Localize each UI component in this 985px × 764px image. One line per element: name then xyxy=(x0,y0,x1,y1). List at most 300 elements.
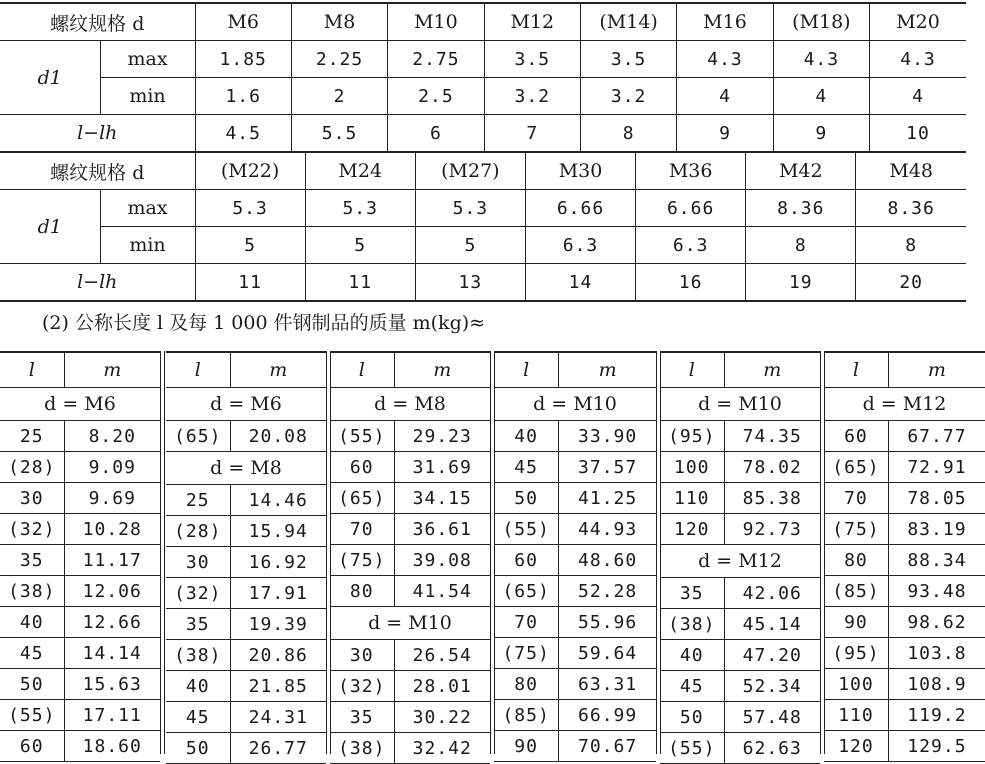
thread-size-heading: d = M10 xyxy=(330,607,490,640)
d1-label: d1 xyxy=(0,41,100,115)
length-header: l xyxy=(824,352,888,388)
length-value: 50 xyxy=(494,483,559,514)
length-value: 60 xyxy=(0,731,64,762)
mass-value: 41.54 xyxy=(394,576,490,607)
length-value: (95) xyxy=(824,638,888,669)
thread-size-heading-row xyxy=(330,388,490,421)
l-minus-lh-row xyxy=(0,115,966,153)
mass-row xyxy=(824,638,985,669)
mass-value: 26.77 xyxy=(230,733,326,764)
mass-value: 17.91 xyxy=(230,578,326,609)
mass-value: 20.08 xyxy=(230,421,326,452)
length-value: (85) xyxy=(824,576,888,607)
mass-value: 28.01 xyxy=(394,671,490,702)
length-value: (65) xyxy=(494,576,559,607)
l-minus-lh-value: 4.5 xyxy=(195,115,291,153)
mass-row xyxy=(824,483,985,514)
mass-row xyxy=(166,516,326,547)
l-minus-lh-value: 8 xyxy=(580,115,676,153)
length-value: 50 xyxy=(166,733,230,764)
d1-min-value: 2 xyxy=(291,78,387,115)
d1-max-value: 2.25 xyxy=(291,41,387,78)
mass-header: m xyxy=(64,352,160,388)
length-value: 120 xyxy=(824,731,888,762)
length-value: 110 xyxy=(824,700,888,731)
thread-size: M36 xyxy=(636,152,746,190)
mass-row xyxy=(0,731,160,762)
mass-row xyxy=(166,485,326,516)
min-label: min xyxy=(100,78,195,115)
mass-value: 66.99 xyxy=(559,700,656,731)
length-value: 30 xyxy=(330,640,394,671)
length-value: 80 xyxy=(824,545,888,576)
mass-row xyxy=(166,421,326,452)
mass-value: 74.35 xyxy=(724,421,820,452)
mass-value: 19.39 xyxy=(230,609,326,640)
mass-value: 44.93 xyxy=(559,514,656,545)
length-value: 35 xyxy=(0,545,64,576)
l-minus-lh-value: 14 xyxy=(525,264,635,302)
length-value: 40 xyxy=(0,607,64,638)
mass-row xyxy=(660,514,820,545)
d1-min-row xyxy=(0,78,966,115)
length-header: l xyxy=(660,352,724,388)
length-value: 100 xyxy=(660,452,724,483)
l-minus-lh-label: l−lh xyxy=(0,115,195,153)
mass-row xyxy=(0,607,160,638)
thread-size: M20 xyxy=(870,3,966,41)
thread-size: (M14) xyxy=(580,3,676,41)
length-value: (65) xyxy=(166,421,230,452)
length-value: 30 xyxy=(166,547,230,578)
d1-min-value: 5 xyxy=(305,227,415,264)
d1-min-row xyxy=(0,227,966,264)
d1-min-value: 8 xyxy=(856,227,966,264)
d1-min-value: 5 xyxy=(415,227,525,264)
mass-row xyxy=(494,638,656,669)
mass-value: 108.9 xyxy=(888,669,985,700)
mass-row xyxy=(824,731,985,762)
mass-value: 34.15 xyxy=(394,483,490,514)
d1-max-row xyxy=(0,190,966,227)
max-label: max xyxy=(100,190,195,227)
mass-value: 45.14 xyxy=(724,609,820,640)
d1-max-value: 8.36 xyxy=(856,190,966,227)
length-value: 110 xyxy=(660,483,724,514)
length-value: 40 xyxy=(494,421,559,452)
l-minus-lh-value: 6 xyxy=(388,115,484,153)
length-value: (55) xyxy=(494,514,559,545)
mass-value: 48.60 xyxy=(559,545,656,576)
thread-size-heading: d = M10 xyxy=(494,388,656,421)
mass-value: 85.38 xyxy=(724,483,820,514)
length-value: 80 xyxy=(494,669,559,700)
thread-size: M6 xyxy=(195,3,291,41)
mass-column-group xyxy=(330,351,490,764)
mass-value: 55.96 xyxy=(559,607,656,638)
mass-row xyxy=(824,452,985,483)
mass-value: 57.48 xyxy=(724,702,820,733)
mass-value: 29.23 xyxy=(394,421,490,452)
mass-value: 63.31 xyxy=(559,669,656,700)
d1-min-value: 5 xyxy=(195,227,305,264)
d1-max-value: 5.3 xyxy=(305,190,415,227)
l-minus-lh-value: 7 xyxy=(484,115,580,153)
length-value: 120 xyxy=(660,514,724,545)
mass-row xyxy=(824,700,985,731)
mass-row xyxy=(494,545,656,576)
mass-header-row xyxy=(166,352,326,388)
length-value: (38) xyxy=(166,640,230,671)
mass-value: 21.85 xyxy=(230,671,326,702)
length-value: 100 xyxy=(824,669,888,700)
mass-row xyxy=(494,576,656,607)
mass-row xyxy=(0,576,160,607)
d1-max-value: 4.3 xyxy=(773,41,869,78)
mass-column-group xyxy=(494,351,656,762)
l-minus-lh-value: 11 xyxy=(195,264,305,302)
length-value: (85) xyxy=(494,700,559,731)
length-header: l xyxy=(494,352,559,388)
mass-row xyxy=(660,578,820,609)
mass-row xyxy=(494,669,656,700)
l-minus-lh-value: 16 xyxy=(636,264,746,302)
mass-value: 12.06 xyxy=(64,576,160,607)
l-minus-lh-value: 9 xyxy=(677,115,773,153)
mass-row xyxy=(330,421,490,452)
mass-value: 93.48 xyxy=(888,576,985,607)
mass-value: 16.92 xyxy=(230,547,326,578)
d1-max-value: 4.3 xyxy=(870,41,966,78)
mass-row xyxy=(660,640,820,671)
length-value: 60 xyxy=(330,452,394,483)
thread-size-heading-row xyxy=(0,388,160,421)
d1-min-value: 2.5 xyxy=(388,78,484,115)
mass-row xyxy=(330,702,490,733)
mass-row xyxy=(494,421,656,452)
thread-size: M30 xyxy=(525,152,635,190)
mass-row xyxy=(824,669,985,700)
mass-row xyxy=(166,578,326,609)
mass-row xyxy=(660,483,820,514)
l-minus-lh-value: 19 xyxy=(746,264,856,302)
thread-spec-label: 螺纹规格 d xyxy=(0,3,195,41)
thread-size-heading: d = M8 xyxy=(330,388,490,421)
mass-value: 20.86 xyxy=(230,640,326,671)
thread-size: (M22) xyxy=(195,152,305,190)
mass-row xyxy=(330,483,490,514)
mass-row xyxy=(330,452,490,483)
mass-value: 39.08 xyxy=(394,545,490,576)
mass-value: 18.60 xyxy=(64,731,160,762)
thread-size: M10 xyxy=(388,3,484,41)
d1-min-value: 4 xyxy=(773,78,869,115)
l-minus-lh-value: 13 xyxy=(415,264,525,302)
length-value: (38) xyxy=(330,733,394,764)
d1-max-value: 6.66 xyxy=(636,190,746,227)
length-value: (55) xyxy=(0,700,64,731)
mass-value: 119.2 xyxy=(888,700,985,731)
mass-value: 103.8 xyxy=(888,638,985,669)
mass-value: 52.28 xyxy=(559,576,656,607)
d1-max-value: 3.5 xyxy=(580,41,676,78)
mass-value: 15.94 xyxy=(230,516,326,547)
thread-size-heading: d = M6 xyxy=(0,388,160,421)
mass-value: 30.22 xyxy=(394,702,490,733)
d1-max-value: 3.5 xyxy=(484,41,580,78)
thread-size-heading: d = M10 xyxy=(660,388,820,421)
d1-min-value: 3.2 xyxy=(484,78,580,115)
d1-min-value: 1.6 xyxy=(195,78,291,115)
mass-value: 47.20 xyxy=(724,640,820,671)
thread-size: M12 xyxy=(484,3,580,41)
length-value: (55) xyxy=(660,733,724,764)
l-minus-lh-value: 11 xyxy=(305,264,415,302)
length-value: (95) xyxy=(660,421,724,452)
d1-max-value: 5.3 xyxy=(415,190,525,227)
thread-spec-label: 螺纹规格 d xyxy=(0,152,195,190)
thread-size-heading: d = M12 xyxy=(824,388,985,421)
mass-value: 98.62 xyxy=(888,607,985,638)
mass-value: 31.69 xyxy=(394,452,490,483)
thread-spec-table-1 xyxy=(0,2,966,153)
mass-row xyxy=(824,514,985,545)
mass-row xyxy=(494,700,656,731)
length-value: (32) xyxy=(166,578,230,609)
mass-row xyxy=(0,421,160,452)
mass-value: 15.63 xyxy=(64,669,160,700)
d1-max-value: 8.36 xyxy=(746,190,856,227)
mass-row xyxy=(660,702,820,733)
d1-min-value: 3.2 xyxy=(580,78,676,115)
length-value: (32) xyxy=(330,671,394,702)
mass-row xyxy=(824,545,985,576)
mass-header-row xyxy=(330,352,490,388)
d1-min-value: 6.3 xyxy=(525,227,635,264)
l-minus-lh-value: 20 xyxy=(856,264,966,302)
mass-row xyxy=(494,483,656,514)
mass-value: 42.06 xyxy=(724,578,820,609)
length-value: 40 xyxy=(166,671,230,702)
thread-size-heading-row xyxy=(494,388,656,421)
thread-size: (M18) xyxy=(773,3,869,41)
thread-size-heading-row xyxy=(166,452,326,485)
length-value: (65) xyxy=(824,452,888,483)
length-value: (75) xyxy=(494,638,559,669)
mass-value: 37.57 xyxy=(559,452,656,483)
thread-size: M16 xyxy=(677,3,773,41)
mass-column-group xyxy=(0,351,160,762)
mass-value: 14.46 xyxy=(230,485,326,516)
length-value: 70 xyxy=(330,514,394,545)
mass-row xyxy=(660,609,820,640)
mass-row xyxy=(0,514,160,545)
mass-value: 36.61 xyxy=(394,514,490,545)
mass-row xyxy=(660,452,820,483)
min-label: min xyxy=(100,227,195,264)
l-minus-lh-label: l−lh xyxy=(0,264,195,302)
length-value: 90 xyxy=(494,731,559,762)
length-value: 45 xyxy=(0,638,64,669)
mass-value: 59.64 xyxy=(559,638,656,669)
mass-row xyxy=(166,640,326,671)
mass-value: 24.31 xyxy=(230,702,326,733)
mass-value: 41.25 xyxy=(559,483,656,514)
mass-row xyxy=(0,452,160,483)
length-value: 35 xyxy=(330,702,394,733)
mass-row xyxy=(166,733,326,764)
mass-value: 12.66 xyxy=(64,607,160,638)
mass-row xyxy=(824,576,985,607)
mass-row xyxy=(494,607,656,638)
mass-row xyxy=(494,731,656,762)
mass-value: 26.54 xyxy=(394,640,490,671)
length-value: (38) xyxy=(660,609,724,640)
mass-row xyxy=(824,421,985,452)
thread-size: M8 xyxy=(291,3,387,41)
l-minus-lh-value: 10 xyxy=(870,115,966,153)
mass-row xyxy=(824,607,985,638)
d1-max-value: 2.75 xyxy=(388,41,484,78)
mass-row xyxy=(330,640,490,671)
length-value: (28) xyxy=(166,516,230,547)
mass-value: 33.90 xyxy=(559,421,656,452)
spec-header-row xyxy=(0,152,966,190)
length-value: (65) xyxy=(330,483,394,514)
length-value: (38) xyxy=(0,576,64,607)
length-value: 25 xyxy=(166,485,230,516)
mass-value: 17.11 xyxy=(64,700,160,731)
thread-size-heading: d = M8 xyxy=(166,452,326,485)
mass-row xyxy=(494,514,656,545)
length-value: 50 xyxy=(660,702,724,733)
l-minus-lh-row xyxy=(0,264,966,302)
mass-header: m xyxy=(230,352,326,388)
mass-header: m xyxy=(559,352,656,388)
mass-value: 52.34 xyxy=(724,671,820,702)
thread-size-heading-row xyxy=(330,607,490,640)
thread-size-heading: d = M6 xyxy=(166,388,326,421)
mass-value: 78.02 xyxy=(724,452,820,483)
mass-value: 78.05 xyxy=(888,483,985,514)
mass-value: 9.69 xyxy=(64,483,160,514)
mass-row xyxy=(0,545,160,576)
length-value: (75) xyxy=(824,514,888,545)
d1-max-value: 4.3 xyxy=(677,41,773,78)
mass-row xyxy=(166,671,326,702)
mass-header-row xyxy=(0,352,160,388)
thread-size: M24 xyxy=(305,152,415,190)
mass-value: 92.73 xyxy=(724,514,820,545)
mass-header-row xyxy=(824,352,985,388)
mass-value: 10.28 xyxy=(64,514,160,545)
length-value: 70 xyxy=(824,483,888,514)
mass-header-row xyxy=(660,352,820,388)
mass-value: 14.14 xyxy=(64,638,160,669)
length-value: 50 xyxy=(0,669,64,700)
spec-header-row xyxy=(0,3,966,41)
thread-size-heading: d = M12 xyxy=(660,545,820,578)
length-header: l xyxy=(166,352,230,388)
length-value: 35 xyxy=(660,578,724,609)
length-value: 45 xyxy=(494,452,559,483)
mass-value: 83.19 xyxy=(888,514,985,545)
length-header: l xyxy=(330,352,394,388)
l-minus-lh-value: 9 xyxy=(773,115,869,153)
mass-column-group xyxy=(166,351,326,764)
length-value: 60 xyxy=(824,421,888,452)
length-value: 30 xyxy=(0,483,64,514)
length-header: l xyxy=(0,352,64,388)
length-value: (75) xyxy=(330,545,394,576)
mass-row xyxy=(660,733,820,764)
mass-row xyxy=(0,669,160,700)
thread-size-heading-row xyxy=(660,545,820,578)
d1-max-row xyxy=(0,41,966,78)
mass-value: 67.77 xyxy=(888,421,985,452)
mass-value: 129.5 xyxy=(888,731,985,762)
length-value: 60 xyxy=(494,545,559,576)
length-value: 35 xyxy=(166,609,230,640)
mass-row xyxy=(166,609,326,640)
length-value: (28) xyxy=(0,452,64,483)
length-value: 80 xyxy=(330,576,394,607)
thread-size-heading-row xyxy=(660,388,820,421)
mass-row xyxy=(330,733,490,764)
length-value: (32) xyxy=(0,514,64,545)
mass-row xyxy=(660,421,820,452)
thread-size: M42 xyxy=(746,152,856,190)
mass-row xyxy=(166,702,326,733)
length-value: 45 xyxy=(660,671,724,702)
d1-min-value: 6.3 xyxy=(636,227,746,264)
mass-header: m xyxy=(724,352,820,388)
mass-value: 62.63 xyxy=(724,733,820,764)
mass-row xyxy=(330,514,490,545)
length-value: 40 xyxy=(660,640,724,671)
mass-column-group xyxy=(824,351,985,762)
thread-size: (M27) xyxy=(415,152,525,190)
max-label: max xyxy=(100,41,195,78)
l-minus-lh-value: 5.5 xyxy=(291,115,387,153)
thread-spec-table-2 xyxy=(0,151,966,302)
mass-value: 88.34 xyxy=(888,545,985,576)
length-value: 25 xyxy=(0,421,64,452)
mass-header-row xyxy=(494,352,656,388)
mass-value: 11.17 xyxy=(64,545,160,576)
d1-max-value: 6.66 xyxy=(525,190,635,227)
length-value: (55) xyxy=(330,421,394,452)
d1-min-value: 4 xyxy=(677,78,773,115)
d1-label: d1 xyxy=(0,190,100,264)
mass-row xyxy=(0,483,160,514)
column-separator xyxy=(160,351,165,754)
mass-value: 72.91 xyxy=(888,452,985,483)
mass-value: 9.09 xyxy=(64,452,160,483)
mass-value: 8.20 xyxy=(64,421,160,452)
mass-row xyxy=(330,545,490,576)
mass-header: m xyxy=(394,352,490,388)
d1-min-value: 4 xyxy=(870,78,966,115)
thread-size-heading-row xyxy=(166,388,326,421)
mass-value: 70.67 xyxy=(559,731,656,762)
mass-row xyxy=(494,452,656,483)
mass-value: 32.42 xyxy=(394,733,490,764)
d1-min-value: 8 xyxy=(746,227,856,264)
length-value: 70 xyxy=(494,607,559,638)
length-value: 45 xyxy=(166,702,230,733)
mass-row xyxy=(0,638,160,669)
